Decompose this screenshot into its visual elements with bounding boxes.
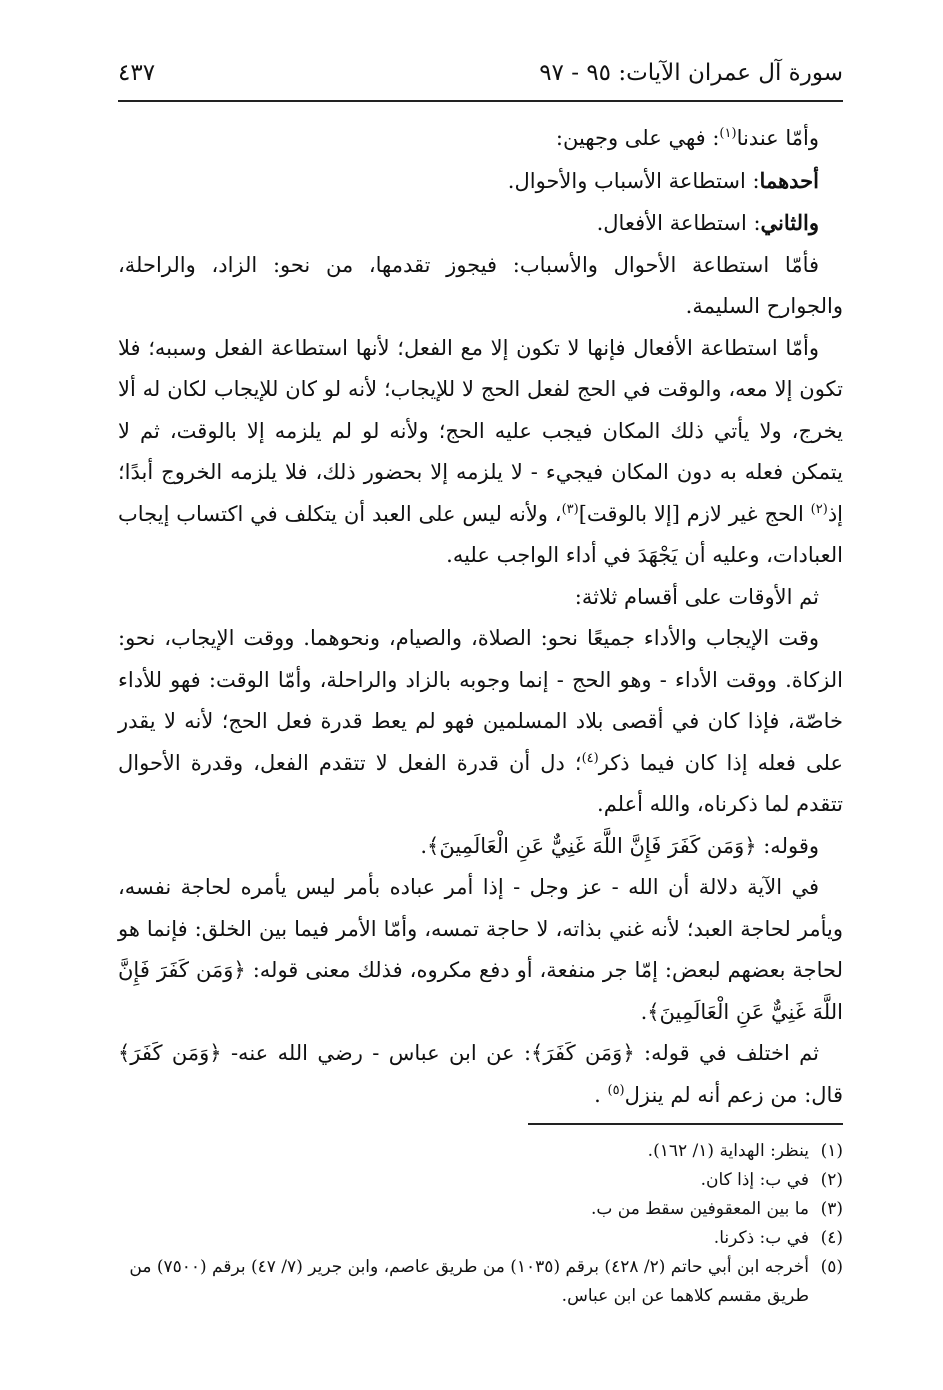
footnote-ref-5[interactable]: (٥) — [607, 1082, 625, 1098]
paragraph-1: وأمّا عندنا$^{(١)}$: فهي على وجهين: — [555, 126, 819, 150]
footnote-5 — [118, 1253, 843, 1311]
paragraph-5: وأمّا استطاعة الأفعال فإنها لا تكون إلا مع الفعل؛ لأنها استطاعة الفعل وسببه؛ فلا تكون إلا معه، والوقت في الحج لفعل الحج لا للإيجاب؛ لأنه لو كان للإيجاب لكان له ألا يخرج، ولا يأتي ذلك المكان فيجب عليه الحج؛ ولأنه لو لم يلزمه إلا بالوقت، ثم لا يتمكن فعله به دون المكان فيجيء - لا يلزمه إلا بحضور ذلك، فلا يلزمه الخروج أبدًا؛ إذ$^{(٢)}$ الحج غير لازم [إلا بالوقت]$^{(٣)}$، ولأنه ليس على العبد أن يتكلف في اكتساب إيجاب العبادات، وعليه أن يَجْهَدَ في أداء الواجب عليه. — [118, 335, 843, 567]
footnote-number: (٥) — [820, 1257, 843, 1277]
bold-label-first: أحدهما — [759, 167, 819, 193]
paragraph-8: وقوله: ﴿وَمَن كَفَرَ فَإِنَّ اللَّهَ غَنِيٌّ عَنِ الْعَالَمِينَ﴾. — [420, 833, 819, 858]
footnote-number: (٤) — [820, 1228, 843, 1248]
paragraph-2: أحدهما: استطاعة الأسباب والأحوال. — [507, 167, 819, 193]
footnote-number: (٣) — [820, 1199, 843, 1219]
running-title: سورة آل عمران الآيات: ٩٥ - ٩٧ — [539, 60, 843, 86]
footnote-ref-1[interactable]: (١) — [719, 126, 737, 141]
paragraph-7: وقت الإيجاب والأداء جميعًا نحو: الصلاة، والصيام، ونحوهما. ووقت الإيجاب، نحو: الزكاة. ووقت الأداء - وهو الحج - إنما وجوبه بالزاد والراحلة، وأمّا الوقت: فهو للأداء خاصّة، فإذا كان في أقصى بلاد المسلمين فهو لم يعط قدرة فعل الحج؛ لأنه لا يقدر على فعله إذا كان فيما ذكر$^{(٤)}$؛ دل أن قدرة الفعل لا تتقدم الفعل، وقدرة الأحوال تتقدم لما ذكرناه، والله أعلم. — [118, 626, 843, 816]
paragraph-10: ثم اختلف في قوله: ﴿وَمَن كَفَرَ﴾: عن ابن عباس - رضي الله عنه- ﴿وَمَن كَفَرَ﴾ قال: من زعم أنه لم ينزل$^{(٥)}$ . — [118, 1041, 843, 1107]
page-header — [118, 52, 843, 102]
footnotes — [118, 1137, 843, 1311]
footnote-2 — [118, 1166, 843, 1195]
footnote-ref-3[interactable]: (٣) — [561, 501, 579, 517]
footnote-ref-4[interactable]: (٤) — [581, 750, 599, 766]
footnote-text: في ب: إذا كان. — [700, 1170, 809, 1190]
footnote-divider — [528, 1123, 843, 1125]
footnote-4 — [118, 1224, 843, 1253]
main-text — [118, 118, 843, 1116]
footnote-text: أخرجه ابن أبي حاتم (٢/ ٤٢٨) برقم (١٠٣٥) من طريق عاصم، وابن جرير (٧/ ٤٧) برقم (٧٥٠٠) من طريق مقسم كلاهما عن ابن عباس. — [129, 1257, 809, 1306]
footnote-ref-2[interactable]: (٢) — [810, 501, 828, 517]
footnote-3 — [118, 1195, 843, 1224]
footnote-1 — [118, 1137, 843, 1166]
footnote-text: ما بين المعقوفين سقط من ب. — [590, 1199, 809, 1219]
paragraph-3: والثاني: استطاعة الأفعال. — [596, 210, 819, 235]
footnote-text: ينظر: الهداية (١/ ١٦٢). — [647, 1141, 809, 1161]
footnote-number: (١) — [820, 1141, 843, 1161]
page-number: ٤٣٧ — [118, 60, 156, 86]
paragraph-6: ثم الأوقات على أقسام ثلاثة: — [574, 584, 819, 609]
footnote-number: (٢) — [820, 1170, 843, 1190]
footnote-text: في ب: ذكرنا. — [713, 1228, 809, 1248]
paragraph-4: فأمّا استطاعة الأحوال والأسباب: فيجوز تقدمها، من نحو: الزاد، والراحلة، والجوارح السليمة. — [118, 252, 843, 318]
bold-label-second: والثاني — [760, 210, 819, 235]
paragraph-9: في الآية دلالة أن الله - عز وجل - إذا أمر عباده بأمر ليس يأمره لحاجة نفسه، ويأمر لحاجة العبد؛ لأنه غني بذاته، لا حاجة تمسه، وأمّا الأمر فيما بين الخلق: فإنما هو لحاجة بعضهم لبعض: إمّا جر منفعة، أو دفع مكروه، فذلك معنى قوله: ﴿وَمَن كَفَرَ فَإِنَّ اللَّهَ غَنِيٌّ عَنِ الْعَالَمِينَ﴾. — [118, 875, 843, 1024]
